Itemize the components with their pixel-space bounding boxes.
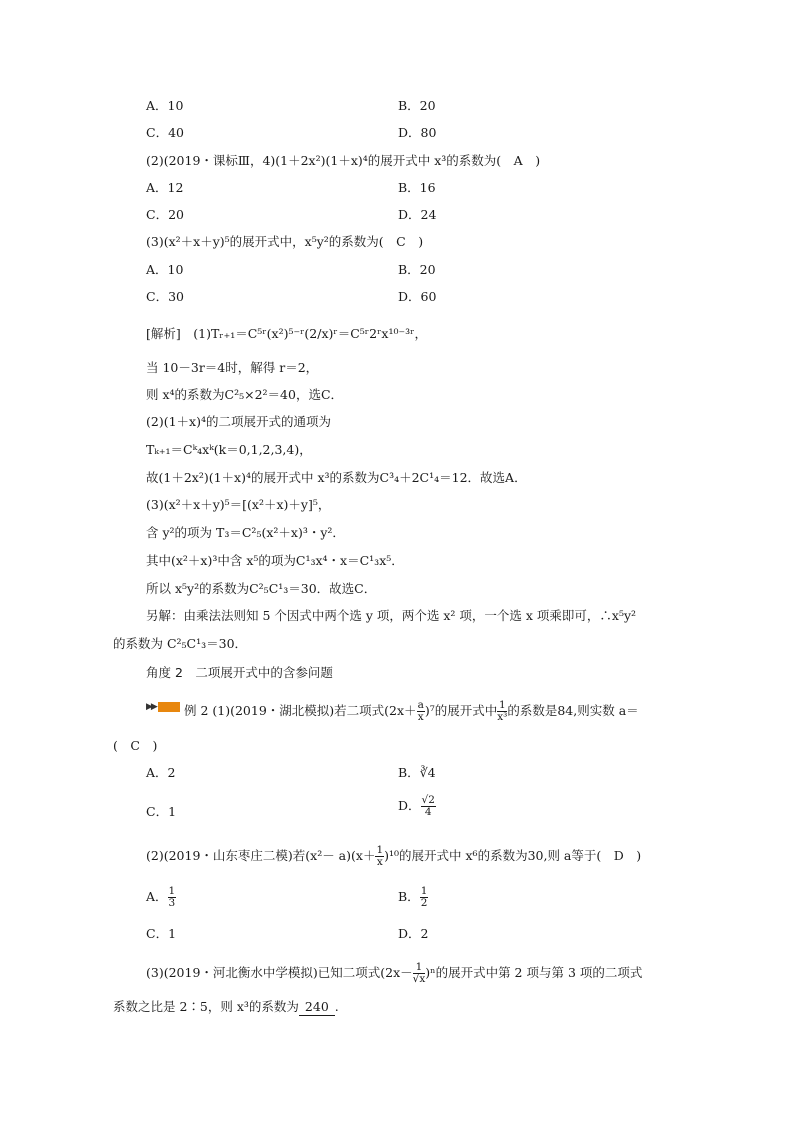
solution-line: 其中(x²＋x)³中含 x⁵的项为C¹₃x⁴・x＝C¹₃x⁵．: [146, 553, 404, 568]
option-b-q1: B．20: [398, 98, 436, 113]
solution-line: 故(1＋2x²)(1＋x)⁴的展开式中 x³的系数为C³₄＋2C¹₄＝12．故选A．: [146, 470, 527, 485]
solution-line: 则 x⁴的系数为C²₅×2²＝40，选C．: [146, 387, 344, 402]
option-a-ex2-2: A． $\frac{1}{3}$: [146, 885, 176, 909]
orange-bar-icon: [158, 702, 180, 712]
option-b-q2: B．16: [398, 180, 436, 195]
question-ex2-2: (2)(2019・山东枣庄二模)若(x²－ a)(x＋ $\frac{1}{x}$ )¹⁰的展开式中 x⁶的系数为30,则 a等于( D ): [146, 844, 642, 868]
option-a-q3: A．10: [146, 262, 184, 277]
option-c-q3: C．30: [146, 289, 184, 304]
option-d-q1: D．80: [398, 125, 437, 140]
section-heading: 角度 2 二项展开式中的含参问题: [146, 665, 333, 680]
fraction: $\frac{1}{√x}$: [412, 961, 426, 985]
double-arrow-icon: ▶▶: [146, 701, 156, 712]
option-b-q3: B．20: [398, 262, 436, 277]
solution-line: 当 10－3r＝4时，解得 r＝2，: [146, 360, 319, 375]
option-a-q1: A．10: [146, 98, 184, 113]
fraction: $\frac{1}{3}$: [168, 885, 176, 909]
option-d-q3: D．60: [398, 289, 437, 304]
option-c-ex2-2: C．1: [146, 926, 177, 941]
option-c-ex2: C．1: [146, 804, 177, 819]
option-b-ex2-2: B． $\frac{1}{2}$: [398, 885, 428, 909]
example-2-answer: ( C ): [113, 738, 158, 753]
solution-line: 所以 x⁵y²的系数为C²₅C¹₃＝30．故选C．: [146, 581, 377, 596]
solution-line: (3)(x²＋x＋y)⁵＝[(x²＋x)＋y]⁵，: [146, 497, 331, 512]
fraction: $\frac{1}{\text{x³}}$: [497, 699, 508, 723]
fraction: $\frac{√2}{4}$: [421, 794, 435, 818]
fraction: $\frac{a}{x}$: [417, 699, 424, 723]
option-d-q2: D．24: [398, 207, 437, 222]
question-3: (3)(x²＋x＋y)⁵的展开式中，x⁵y²的系数为( C ): [146, 234, 424, 249]
option-c-q1: C．40: [146, 125, 184, 140]
solution-heading: [解析] (1)Tᵣ₊₁＝C⁵ʳ(x²)⁵⁻ʳ(2/x)ʳ＝C⁵ʳ2ʳx¹⁰⁻³ʳ，: [146, 326, 427, 341]
option-a-ex2: A．2: [146, 765, 176, 780]
option-d-ex2: D． $\frac{√2}{4}$: [398, 794, 435, 818]
solution-line: Tₖ₊₁＝Cᵏ₄xᵏ(k＝0,1,2,3,4)，: [146, 442, 312, 457]
question-ex2-3: (3)(2019・河北衡水中学模拟)已知二项式(2x－ $\frac{1}{√x}$ )ⁿ的展开式中第 2 项与第 3 项的二项式: [146, 961, 643, 985]
option-b-ex2: B．∛4: [398, 765, 436, 780]
alternative-solution-cont: 的系数为 C²₅C¹₃＝30．: [113, 636, 248, 651]
question-2: (2)(2019・课标Ⅲ，4)(1＋2x²)(1＋x)⁴的展开式中 x³的系数为( A ): [146, 153, 541, 168]
option-c-q2: C．20: [146, 207, 184, 222]
fraction: $\frac{1}{x}$: [376, 844, 384, 868]
alternative-solution: 另解：由乘法法则知 5 个因式中两个选 y 项，两个选 x² 项，一个选 x 项乘即可，∴x⁵y²: [146, 608, 637, 623]
solution-line: (2)(1＋x)⁴的二项展开式的通项为: [146, 414, 331, 429]
option-a-q2: A．12: [146, 180, 184, 195]
example-marker-icon: [146, 701, 180, 712]
option-d-ex2-2: D．2: [398, 926, 429, 941]
solution-line: 含 y²的项为 T₃＝C²₅(x²＋x)³・y²．: [146, 525, 345, 540]
answer-blank: 240: [299, 999, 335, 1016]
example-2-question: 例 2 (1)(2019・湖北模拟)若二项式(2x＋ $\frac{a}{x}$ )⁷的展开式中 $\frac{1}{\text{x³}}$ 的系数是84,则实数 a＝: [184, 699, 639, 723]
question-ex2-3-cont: 系数之比是 2∶5，则 x³的系数为 240 .: [113, 999, 339, 1014]
fraction: $\frac{1}{2}$: [420, 885, 428, 909]
